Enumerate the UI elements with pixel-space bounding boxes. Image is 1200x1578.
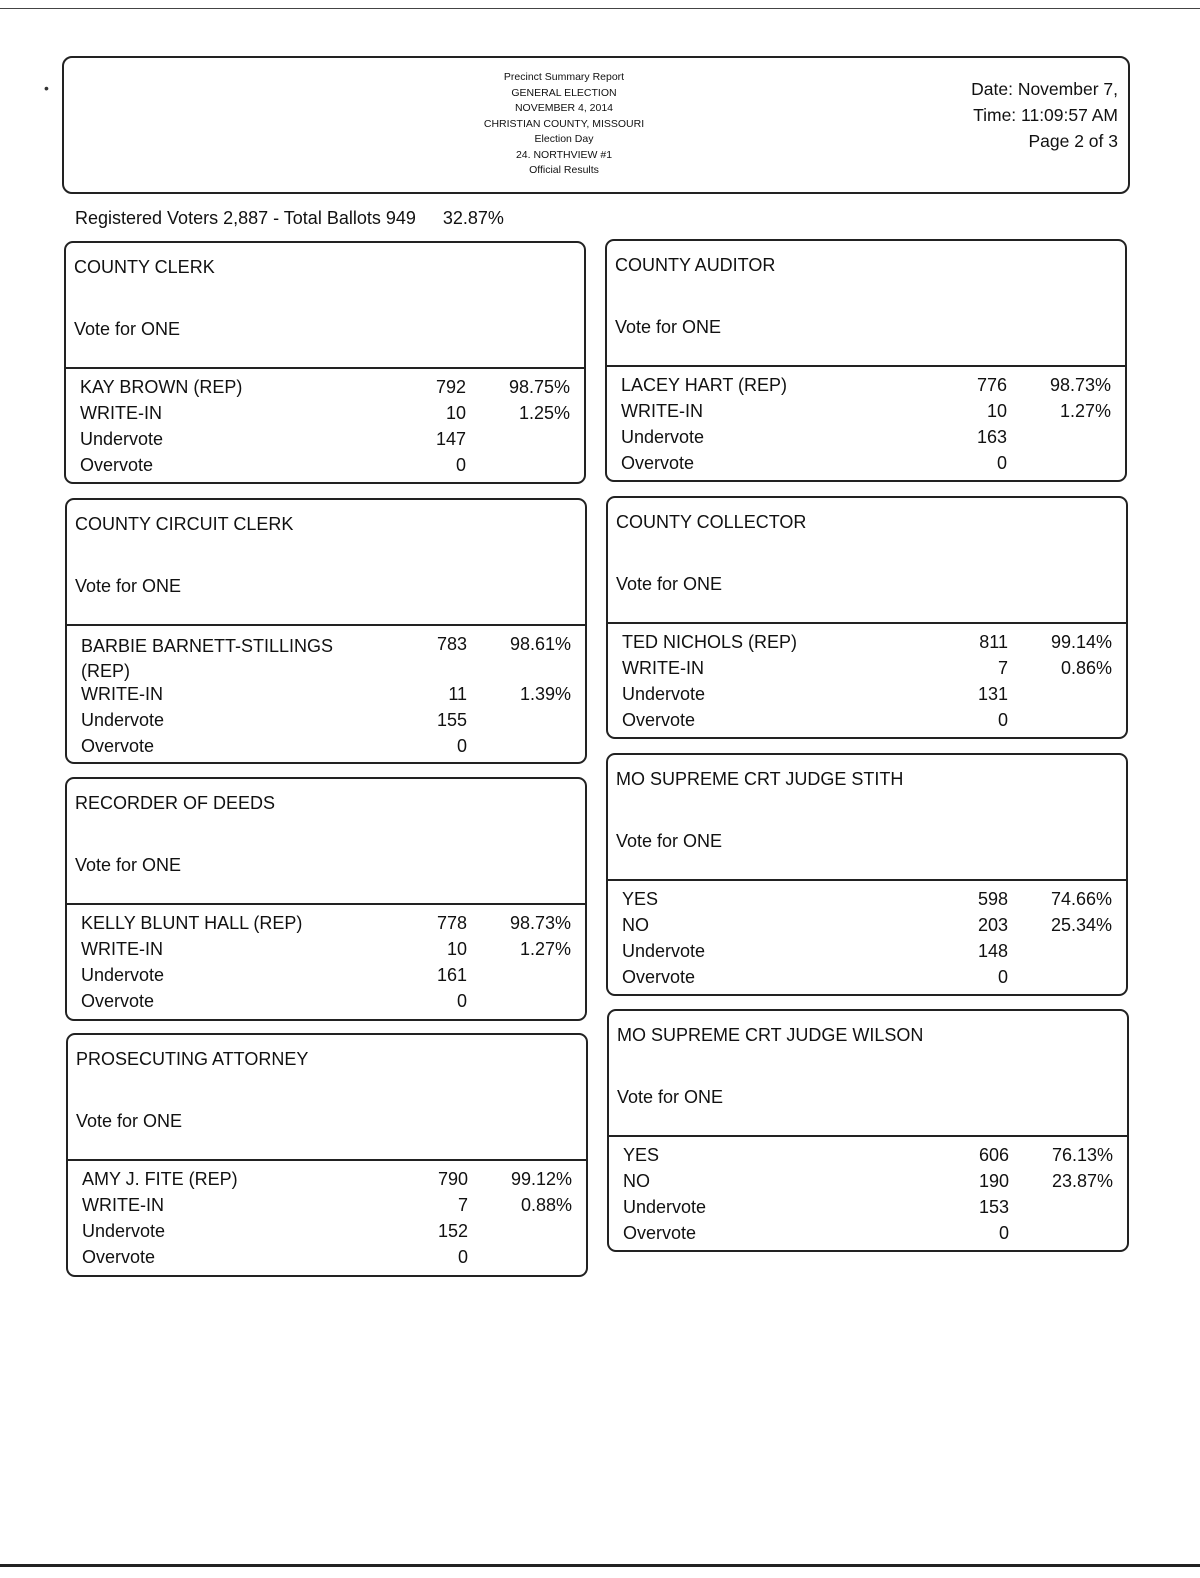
choice-name: WRITE-IN (81, 939, 163, 959)
result-row (82, 1169, 572, 1195)
choice-votes: 7 (997, 658, 1008, 678)
result-row (82, 1221, 572, 1247)
contest-judge-wilson (607, 1009, 1129, 1252)
vote-for-label: Vote for ONE (75, 855, 182, 875)
result-rows (80, 377, 570, 481)
choice-votes: 606 (978, 1145, 1009, 1165)
contest-divider (608, 622, 1126, 624)
result-rows (622, 632, 1112, 736)
choice-votes: 0 (997, 967, 1008, 987)
result-row (81, 634, 571, 684)
result-rows (623, 1145, 1113, 1249)
registration-summary (75, 208, 504, 229)
choice-name: Overvote (622, 710, 696, 730)
choice-percent: 1.25% (518, 403, 570, 423)
precinct-name: 24. NORTHVIEW #1 (515, 148, 613, 161)
result-row (622, 915, 1112, 941)
choice-votes: 811 (979, 632, 1008, 652)
vote-for-label: Vote for ONE (616, 831, 723, 851)
contest-county-circuit-clerk (65, 498, 587, 764)
contest-divider (68, 1159, 586, 1161)
choice-name: BARBIE BARNETT-STILLINGS (REP) (81, 636, 334, 681)
choice-name: Undervote (622, 941, 706, 961)
election-date: NOVEMBER 4, 2014 (514, 102, 614, 114)
vote-for-label: Vote for ONE (76, 1111, 183, 1131)
choice-name: AMY J. FITE (REP) (82, 1169, 238, 1189)
choice-name: Overvote (623, 1223, 697, 1243)
vote-for-label: Vote for ONE (615, 317, 722, 337)
choice-percent: 98.73% (1049, 375, 1111, 395)
choice-votes: 0 (996, 453, 1007, 473)
registration-text: Registered Voters 2,887 - Total Ballots 949 (75, 208, 416, 228)
choice-percent: 1.27% (519, 939, 571, 959)
choice-votes: 10 (986, 401, 1007, 421)
choice-votes: 778 (436, 913, 467, 933)
choice-votes: 10 (446, 939, 467, 959)
result-row (81, 991, 571, 1017)
result-row (622, 684, 1112, 710)
result-row (623, 1145, 1113, 1171)
contest-county-collector (606, 496, 1128, 739)
choice-name: Overvote (82, 1247, 156, 1267)
choice-name: Undervote (621, 427, 705, 447)
contest-divider (66, 367, 584, 369)
contest-title: COUNTY COLLECTOR (616, 512, 807, 532)
choice-votes: 161 (436, 965, 467, 985)
result-row (621, 453, 1111, 479)
result-row (623, 1197, 1113, 1223)
choice-votes: 0 (455, 455, 466, 475)
choice-votes: 131 (977, 684, 1008, 704)
result-row (623, 1171, 1113, 1197)
result-rows (81, 913, 571, 1017)
choice-percent: 74.66% (1050, 889, 1112, 909)
result-row (82, 1247, 572, 1273)
result-row (80, 403, 570, 429)
choice-percent: 99.14% (1050, 632, 1112, 652)
choice-votes: 10 (445, 403, 466, 423)
choice-name: Undervote (622, 684, 706, 704)
result-row (81, 736, 571, 762)
result-row (623, 1223, 1113, 1249)
election-day: Election Day (534, 133, 594, 145)
result-row (622, 889, 1112, 915)
choice-percent: 25.34% (1050, 915, 1112, 935)
choice-name: WRITE-IN (621, 401, 703, 421)
vote-for-label: Vote for ONE (74, 319, 181, 339)
report-header (62, 56, 1130, 194)
choice-name: YES (623, 1145, 660, 1165)
top-rule (0, 8, 1200, 9)
vote-for-label: Vote for ONE (616, 574, 723, 594)
choice-name: Overvote (81, 991, 155, 1011)
contest-title: PROSECUTING ATTORNEY (76, 1049, 309, 1069)
contest-title: COUNTY AUDITOR (615, 255, 776, 275)
choice-name: Undervote (623, 1197, 707, 1217)
contest-divider (609, 1135, 1127, 1137)
choice-votes: 155 (436, 710, 467, 730)
choice-name: Undervote (81, 965, 165, 985)
contest-title: MO SUPREME CRT JUDGE WILSON (617, 1025, 924, 1045)
page-number: Page 2 of 3 (1028, 131, 1118, 151)
result-row (80, 455, 570, 481)
choice-name: Undervote (80, 429, 164, 449)
result-row (81, 965, 571, 991)
result-rows (622, 889, 1112, 993)
turnout-percent: 32.87% (442, 208, 504, 228)
result-row (81, 939, 571, 965)
choice-name: Overvote (621, 453, 695, 473)
choice-percent: 98.61% (509, 634, 571, 654)
report-header-center (404, 70, 724, 179)
choice-percent: 1.39% (519, 684, 571, 704)
results-type: Official Results (529, 164, 599, 176)
choice-name: WRITE-IN (622, 658, 704, 678)
choice-votes: 7 (457, 1195, 468, 1215)
choice-name: WRITE-IN (82, 1195, 164, 1215)
vote-for-label: Vote for ONE (617, 1087, 724, 1107)
result-row (81, 710, 571, 736)
result-row (622, 632, 1112, 658)
contest-divider (607, 365, 1125, 367)
result-row (621, 375, 1111, 401)
choice-votes: 203 (977, 915, 1008, 935)
contest-recorder-of-deeds (65, 777, 587, 1021)
contest-judge-stith (606, 753, 1128, 996)
choice-votes: 0 (998, 1223, 1009, 1243)
result-row (622, 710, 1112, 736)
result-row (81, 913, 571, 939)
choice-name: KELLY BLUNT HALL (REP) (81, 913, 303, 933)
choice-percent: 0.86% (1060, 658, 1112, 678)
choice-votes: 153 (978, 1197, 1009, 1217)
result-row (622, 658, 1112, 684)
choice-votes: 148 (977, 941, 1008, 961)
contest-divider (67, 903, 585, 905)
contest-title: MO SUPREME CRT JUDGE STITH (616, 769, 904, 789)
choice-name: NO (623, 1171, 650, 1191)
choice-votes: 190 (978, 1171, 1009, 1191)
choice-percent: 23.87% (1051, 1171, 1113, 1191)
scan-mark: • (44, 80, 49, 96)
county-name: CHRISTIAN COUNTY, MISSOURI (483, 117, 645, 130)
choice-votes: 147 (435, 429, 466, 449)
choice-name: LACEY HART (REP) (621, 375, 788, 395)
vote-for-label: Vote for ONE (75, 576, 182, 596)
choice-percent: 1.27% (1059, 401, 1111, 421)
result-row (621, 401, 1111, 427)
choice-votes: 163 (976, 427, 1007, 447)
result-row (80, 429, 570, 455)
contest-county-auditor (605, 239, 1127, 482)
report-date: Date: November 7, (971, 79, 1118, 99)
result-row (622, 941, 1112, 967)
contest-title: COUNTY CIRCUIT CLERK (75, 514, 294, 534)
result-row (621, 427, 1111, 453)
result-row (622, 967, 1112, 993)
choice-name: WRITE-IN (81, 684, 163, 704)
choice-votes: 790 (437, 1169, 468, 1189)
choice-name: Overvote (80, 455, 154, 475)
choice-percent: 0.88% (520, 1195, 572, 1215)
bottom-rule (0, 1564, 1200, 1567)
choice-name: WRITE-IN (80, 403, 162, 423)
choice-votes: 11 (448, 684, 467, 704)
contest-divider (608, 879, 1126, 881)
result-rows (81, 634, 571, 762)
result-row (80, 377, 570, 403)
choice-name: Undervote (82, 1221, 166, 1241)
report-header-right (971, 76, 1118, 154)
choice-name: KAY BROWN (REP) (80, 377, 243, 397)
choice-name: YES (622, 889, 659, 909)
choice-percent: 98.75% (508, 377, 570, 397)
choice-name: Undervote (81, 710, 165, 730)
choice-votes: 152 (437, 1221, 468, 1241)
result-rows (82, 1169, 572, 1273)
contest-title: COUNTY CLERK (74, 257, 215, 277)
result-rows (621, 375, 1111, 479)
contest-title: RECORDER OF DEEDS (75, 793, 276, 813)
choice-votes: 598 (977, 889, 1008, 909)
report-title: Precinct Summary Report (503, 71, 625, 83)
choice-votes: 776 (976, 375, 1007, 395)
choice-votes: 0 (997, 710, 1008, 730)
contest-divider (67, 624, 585, 626)
choice-name: Overvote (622, 967, 696, 987)
choice-votes: 783 (436, 634, 467, 654)
choice-votes: 0 (457, 1247, 468, 1267)
choice-votes: 792 (435, 377, 466, 397)
choice-name: NO (622, 915, 649, 935)
choice-percent: 98.73% (509, 913, 571, 933)
contest-prosecuting-attorney (66, 1033, 588, 1277)
choice-percent: 76.13% (1051, 1145, 1113, 1165)
choice-name: TED NICHOLS (REP) (622, 632, 798, 652)
election-name: GENERAL ELECTION (511, 86, 617, 99)
choice-votes: 0 (456, 991, 467, 1011)
contest-county-clerk (64, 241, 586, 484)
choice-name: Overvote (81, 736, 155, 756)
result-row (81, 684, 571, 710)
result-row (82, 1195, 572, 1221)
choice-votes: 0 (456, 736, 467, 756)
choice-percent: 99.12% (510, 1169, 572, 1189)
report-time: Time: 11:09:57 AM (973, 105, 1118, 125)
